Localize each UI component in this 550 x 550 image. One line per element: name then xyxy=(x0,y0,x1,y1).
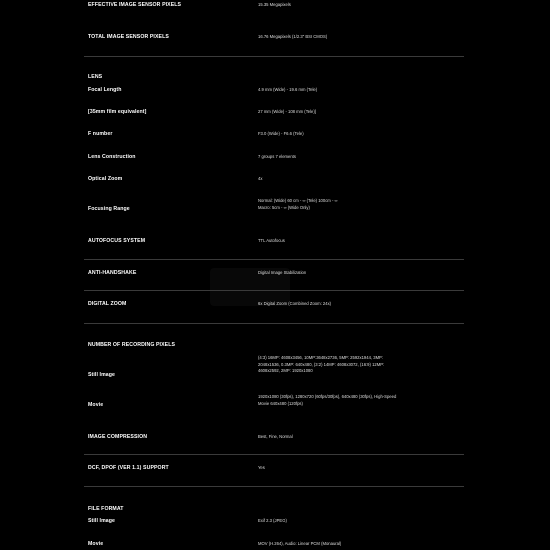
spec-label: AUTOFOCUS SYSTEM xyxy=(88,238,146,244)
spec-value: F3.0 (Wide) - F6.6 (Tele) xyxy=(258,131,304,136)
spec-value-line: 1920x1080 (30fps), 1280x720 (60fps/30fps), 640x480 (30fps), High-Speed xyxy=(258,394,397,399)
spec-value: 16.76 Megapixels (1/2.3" BSI CMOS) xyxy=(258,34,328,39)
spec-label: Optical Zoom xyxy=(88,176,123,182)
divider xyxy=(84,486,464,487)
divider xyxy=(84,454,464,455)
divider xyxy=(84,290,464,291)
spec-value: 27 mm (Wide) - 108 mm (Tele)] xyxy=(258,109,316,114)
spec-value: Digital Image Stabilization xyxy=(258,270,307,275)
spec-value: Best, Fine, Normal xyxy=(258,434,293,439)
spec-label: [35mm film equivalent] xyxy=(88,109,147,115)
section-heading-file-format: FILE FORMAT xyxy=(88,506,124,512)
divider xyxy=(84,323,464,324)
spec-label: DCF, DPOF (VER 1.1) SUPPORT xyxy=(88,465,169,471)
spec-label: Movie xyxy=(88,402,104,408)
spec-label: F number xyxy=(88,131,113,137)
spec-label: Movie xyxy=(88,541,104,547)
spec-value-line: Normal: (Wide) 60 cm - ∞ (Tele) 100cm - ∞ xyxy=(258,198,338,203)
spec-value: 6x Digital Zoom (Combined Zoom: 24x) xyxy=(258,301,332,306)
spec-value-line: (4:3) 16MP: 4608x3456, 10MP:3648x2736, 5MP: 2592x1944, 3MP: xyxy=(258,355,384,360)
spec-value-line: Macro: 5cm - ∞ (Wide Only) xyxy=(258,204,310,210)
spec-label: Still Image xyxy=(88,372,116,378)
spec-value: Exif 2.3 (JPEG) xyxy=(258,518,287,523)
spec-label: Still Image xyxy=(88,518,116,524)
spec-label: Lens Construction xyxy=(88,154,136,160)
spec-value-line: Movie 640x480 (120fps) xyxy=(258,400,303,406)
spec-value: TTL Autofocus xyxy=(258,238,285,243)
spec-label: EFFECTIVE IMAGE SENSOR PIXELS xyxy=(88,2,182,8)
spec-value xyxy=(258,394,458,407)
spec-value: 7 groups 7 elements xyxy=(258,154,296,159)
spec-value xyxy=(258,198,458,211)
spec-value: 15.35 Megapixels xyxy=(258,2,291,7)
spec-value: 4x xyxy=(258,176,263,181)
spec-label: DIGITAL ZOOM xyxy=(88,301,127,307)
spec-label: IMAGE COMPRESSION xyxy=(88,434,148,440)
divider xyxy=(84,56,464,57)
spec-value-line: 4608x2592, 2MP: 1920x1080 xyxy=(258,368,313,373)
spec-label: Focusing Range xyxy=(88,206,130,212)
spec-value: Yes xyxy=(258,465,265,470)
section-heading-lens: LENS xyxy=(88,74,103,80)
spec-label: TOTAL IMAGE SENSOR PIXELS xyxy=(88,34,169,40)
spec-label: Focal Length xyxy=(88,87,122,93)
spec-value: MOV (H.264), Audio: Linear PCM (Monaural) xyxy=(258,541,342,546)
section-heading-recording: NUMBER OF RECORDING PIXELS xyxy=(88,342,176,348)
spec-value xyxy=(258,355,458,375)
spec-value-line: 2048x1536, 0.3MP: 640x480, (3:2) 14MP: 4608x3072, (16:9) 12MP: xyxy=(258,361,385,367)
spec-label: ANTI-HANDSHAKE xyxy=(88,270,137,276)
divider xyxy=(84,259,464,260)
spec-value: 4.9 mm (Wide) - 19.6 mm (Tele) xyxy=(258,87,318,92)
